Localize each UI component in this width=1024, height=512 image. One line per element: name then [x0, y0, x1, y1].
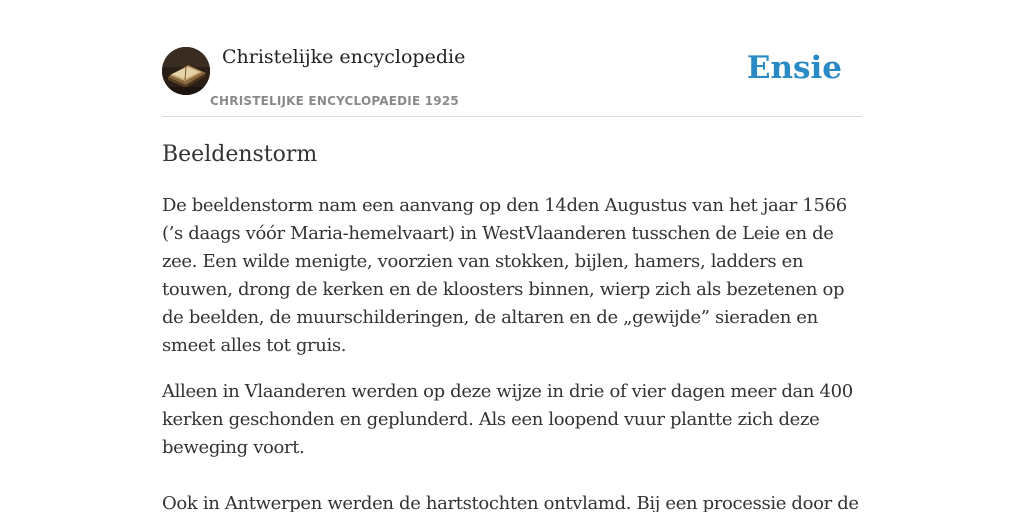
article-paragraph: Alleen in Vlaanderen werden op deze wijze in drie of vier dagen meer dan 400 kerken geschonden en geplunderd. Als een loopend vuur plantte zich deze beweging voort. [162, 381, 853, 458]
article-title: Beeldenstorm [162, 142, 318, 167]
article-paragraph: Ook in Antwerpen werden de hartstochten ontvlamd. Bij een processie door de [162, 493, 859, 512]
article-paragraph: De beeldenstorm nam een aanvang op den 14den Augustus van het jaar 1566 (’s daags vóór Maria-hemelvaart) in WestVlaanderen tusschen de Leie en de zee. Een wilde menigte, voorzien van stokken, bijlen, hamers, ladders en touwen, drong de kerken en de kloosters binnen, wierp zich als bezetenen op de beelden, de muurschilderingen, de altaren en de „gewijde” sieraden en smeet alles tot gruis. [162, 195, 847, 356]
article [162, 140, 862, 512]
book-image-icon [162, 47, 210, 95]
site-header [162, 0, 862, 117]
encyclopedia-avatar[interactable] [162, 47, 210, 95]
ensie-logo-link[interactable]: Ensie [746, 50, 842, 86]
site-title[interactable]: Christelijke encyclopedie [222, 46, 466, 68]
site-subtitle: CHRISTELIJKE ENCYCLOPAEDIE 1925 [210, 94, 459, 108]
